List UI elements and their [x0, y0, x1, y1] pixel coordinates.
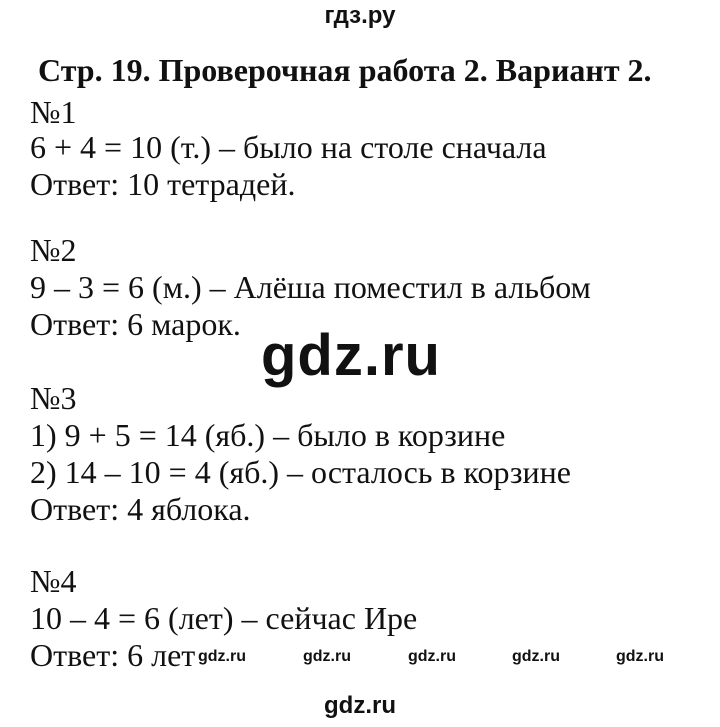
watermark-center: gdz.ru [261, 323, 441, 388]
task-1-number: №1 [30, 94, 77, 130]
task-3-answer: Ответ: 4 яблока. [30, 491, 251, 527]
site-header: гдз.ру [324, 2, 396, 29]
task-4-number: №4 [30, 563, 77, 599]
watermark-small: gdz.ru [408, 648, 456, 665]
watermark-small: gdz.ru [512, 648, 560, 665]
task-2-number: №2 [30, 232, 77, 268]
task-2-answer: Ответ: 6 марок. [30, 306, 241, 342]
task-1-line-1: 6 + 4 = 10 (т.) – было на столе сначала [30, 129, 547, 165]
task-3-line-1: 1) 9 + 5 = 14 (яб.) – было в корзине [30, 417, 506, 453]
watermark-small: gdz.ru [303, 648, 351, 665]
task-4-answer: Ответ: 6 лет [30, 637, 196, 673]
task-1-answer: Ответ: 10 тетрадей. [30, 166, 296, 202]
task-3-line-2: 2) 14 – 10 = 4 (яб.) – осталось в корзине [30, 454, 571, 490]
page-title: Стр. 19. Проверочная работа 2. Вариант 2. [38, 52, 652, 88]
watermark-small: gdz.ru [198, 648, 246, 665]
task-2-line-1: 9 – 3 = 6 (м.) – Алёша поместил в альбом [30, 269, 591, 305]
watermark-small: gdz.ru [616, 648, 664, 665]
site-footer: gdz.ru [324, 692, 396, 719]
task-4-line-1: 10 – 4 = 6 (лет) – сейчас Ире [30, 600, 418, 636]
task-3-number: №3 [30, 380, 77, 416]
